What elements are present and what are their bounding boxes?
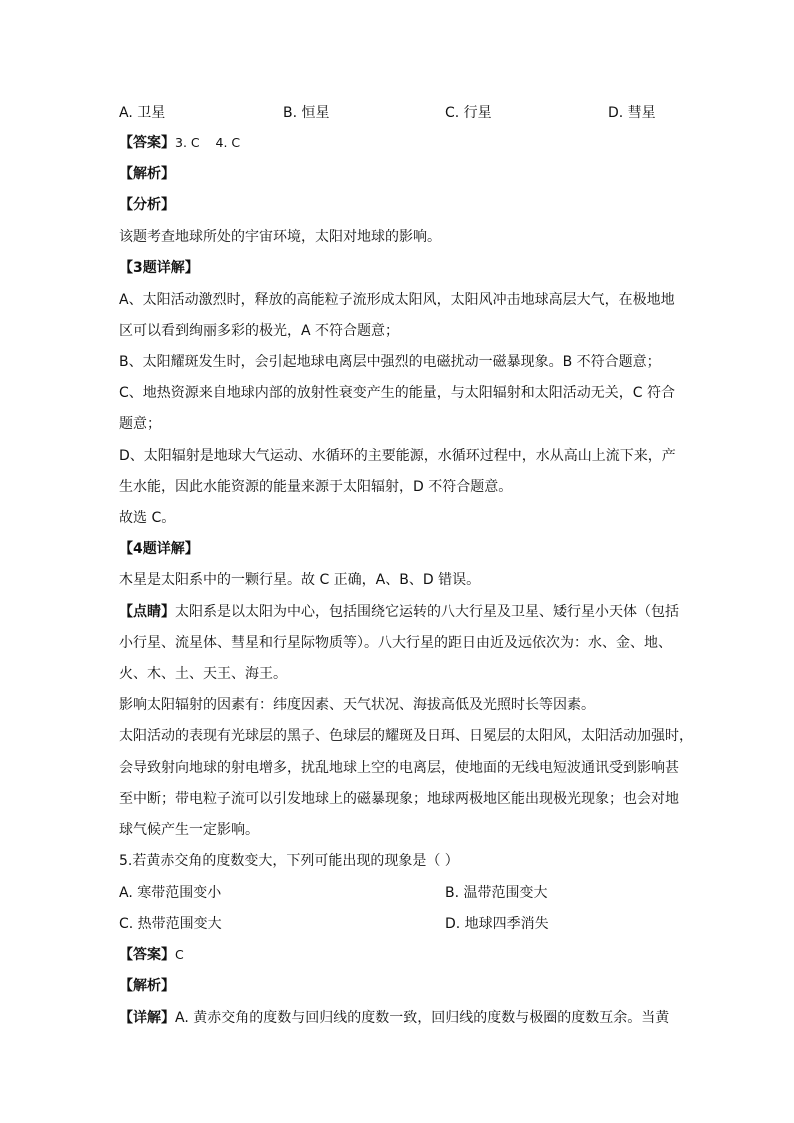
q3-line: D、太阳辐射是地球大气运动、水循环的主要能源，水循环过程中，水从高山上流下来，产 xyxy=(119,448,676,464)
dianjing-line: 影响太阳辐射的因素有：纬度因素、天气状况、海拔高低及光照时长等因素。 xyxy=(119,697,595,713)
detail2-text: A. 黄赤交角的度数与回归线的度数一致，回归线的度数与极圈的度数互余。当黄 xyxy=(175,1010,670,1026)
answer-line xyxy=(119,133,240,153)
dianjing-line: 至中断；带电粒子流可以引发地球上的磁暴现象；地球两极地区能出现极光现象；也会对地 xyxy=(119,791,679,807)
q3-line: A、太阳活动激烈时，释放的高能粒子流形成太阳风，太阳风冲击地球高层大气，在极地地 xyxy=(119,292,675,308)
dianjing-line: 太阳活动的表现有光球层的黑子、色球层的耀斑及日珥、日冕层的太阳风，太阳活动加强时， xyxy=(119,728,693,744)
q3-line: 区可以看到绚丽多彩的极光，A 不符合题意； xyxy=(119,323,400,339)
q5-option-d: D. 地球四季消失 xyxy=(445,916,549,932)
dianjing-tag: 【点睛】 xyxy=(119,604,175,620)
q5-option-c: C. 热带范围变大 xyxy=(119,916,222,932)
q3-line: 生水能，因此水能资源的能量来源于太阳辐射，D 不符合题意。 xyxy=(119,479,513,495)
option-b: B. 恒星 xyxy=(283,105,330,121)
q3-line: 题意； xyxy=(119,416,161,432)
dianjing-line: 会导致射向地球的射电增多，扰乱地球上空的电离层，使地面的无线电短波通讯受到影响甚 xyxy=(119,760,679,776)
dianjing-line: 球气候产生一定影响。 xyxy=(119,822,259,838)
q3-detail-heading: 【3题详解】 xyxy=(119,260,199,276)
detail2-tag: 【详解】 xyxy=(119,1010,175,1026)
q4-detail-heading: 【4题详解】 xyxy=(119,541,199,557)
detail2-line xyxy=(119,1008,669,1028)
dianjing-line: 火、木、土、天王、海王。 xyxy=(119,666,287,682)
option-a: A. 卫星 xyxy=(119,105,166,121)
q5-option-a: A. 寒带范围变小 xyxy=(119,885,222,901)
fenxi-heading: 【分析】 xyxy=(119,197,175,213)
q4-text: 木星是太阳系中的一颗行星。故 C 正确，A、B、D 错误。 xyxy=(119,572,481,588)
q3-line: 故选 C。 xyxy=(119,510,176,526)
q5-option-b: B. 温带范围变大 xyxy=(445,885,548,901)
q3-line: C、地热资源来自地球内部的放射性衰变产生的能量，与太阳辐射和太阳活动无关，C 符合 xyxy=(119,385,675,401)
answer-tag: 【答案】 xyxy=(119,135,175,151)
answer2-text: C xyxy=(175,947,184,962)
q3-line: B、太阳耀斑发生时，会引起地球电离层中强烈的电磁扰动一磁暴现象。B 不符合题意； xyxy=(119,354,661,370)
answer2-line xyxy=(119,945,184,965)
dianjing-line: 小行星、流星体、彗星和行星际物质等）。八大行星的距日由近及远依次为：水、金、地、 xyxy=(119,635,672,651)
fenxi-text: 该题考查地球所处的宇宙环境，太阳对地球的影响。 xyxy=(119,229,441,245)
answer2-tag: 【答案】 xyxy=(119,947,175,963)
analysis2-heading: 【解析】 xyxy=(119,978,175,994)
option-c: C. 行星 xyxy=(445,105,492,121)
option-d: D. 彗星 xyxy=(608,105,656,121)
q5-stem: 5.若黄赤交角的度数变大，下列可能出现的现象是（ ） xyxy=(119,853,459,869)
analysis-heading: 【解析】 xyxy=(119,166,175,182)
dianjing-text: 太阳系是以太阳为中心，包括围绕它运转的八大行星及卫星、矮行星小天体（包括 xyxy=(175,604,679,620)
dianjing-line xyxy=(119,602,679,622)
answer-text: 3. C 4. C xyxy=(175,135,241,150)
